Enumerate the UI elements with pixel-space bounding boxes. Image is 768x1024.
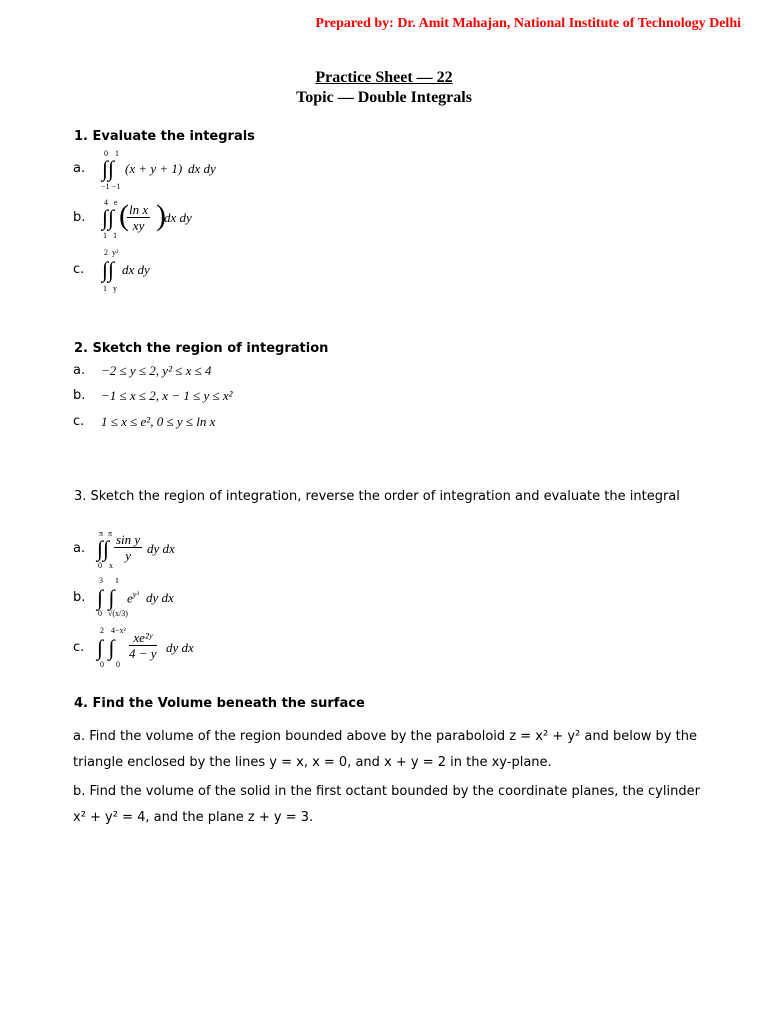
region-expression: 1 ≤ x ≤ e², 0 ≤ y ≤ ln x (101, 414, 216, 429)
item-label: b. (73, 210, 86, 225)
right-paren: ) (156, 199, 166, 232)
denominator: 4 − y (129, 646, 157, 661)
inner-lower-limit: 1 (113, 231, 117, 240)
outer-upper-limit: π (99, 529, 104, 538)
inner-upper-limit: e (114, 198, 118, 207)
numerator: xe²ʸ (129, 630, 157, 646)
q4-part-b: b. Find the volume of the solid in the first octant bounded by the coordinate planes, the cylinder x² + y² = 4, and the plane z + y = 3. (73, 784, 700, 825)
item-label: c. (73, 640, 85, 655)
differential: dy dx (147, 541, 175, 556)
outer-lower-limit: 1 (103, 231, 107, 240)
differential: dx dy (122, 262, 150, 277)
region-expression: −1 ≤ x ≤ 2, x − 1 ≤ y ≤ x² (101, 388, 233, 403)
integral-sign: ∫ ∫ (97, 635, 115, 660)
denominator: y (125, 548, 131, 563)
integral-sign: ∫ ∫ (97, 585, 115, 610)
fraction (127, 202, 150, 233)
outer-lower-limit: −1 (101, 182, 110, 191)
fraction (129, 630, 157, 661)
header-credit: Prepared by: Dr. Amit Mahajan, National Institute of Technology Delhi (315, 16, 741, 31)
outer-upper-limit: 2 (104, 248, 108, 257)
outer-upper-limit: 3 (99, 576, 103, 585)
denominator: xy (132, 218, 145, 233)
item-label: a. (73, 161, 86, 176)
left-paren: ( (119, 199, 129, 232)
outer-upper-limit: 4 (104, 198, 108, 207)
integral-sign: ∫∫ (102, 156, 115, 181)
differential: dx dy (188, 161, 216, 176)
integral-sign: ∫∫ (102, 257, 115, 282)
inner-lower-limit: −1 (112, 182, 121, 191)
q4-heading: 4. Find the Volume beneath the surface (74, 696, 365, 711)
item-label: b. (73, 388, 86, 403)
integrand (127, 590, 139, 606)
q4-part-a: a. Find the volume of the region bounded above by the paraboloid z = x² + y² and below by the triangle enclosed by the lines y = x, x = 0, and x + y = 2 in the xy-plane. (73, 729, 697, 770)
topic-title: Topic — Double Integrals (296, 89, 472, 106)
differential: dy dx (146, 590, 174, 605)
inner-upper-limit: π (108, 529, 113, 538)
inner-lower-limit: 0 (116, 660, 120, 669)
outer-lower-limit: 0 (98, 609, 102, 618)
outer-upper-limit: 2 (100, 626, 104, 635)
q3-heading: 3. Sketch the region of integration, reverse the order of integration and evaluate the integral (74, 489, 680, 504)
inner-upper-limit: y² (112, 248, 119, 257)
inner-lower-limit: √(x/3) (108, 609, 128, 618)
integral-sign: ∫∫ (97, 536, 110, 561)
item-label: c. (73, 262, 85, 277)
q1-heading: 1. Evaluate the integrals (74, 129, 255, 144)
inner-lower-limit: x (109, 561, 113, 570)
numerator: sin y (116, 532, 141, 547)
exp-base: e (127, 590, 133, 606)
outer-lower-limit: 1 (103, 284, 107, 293)
numerator: ln x (129, 202, 149, 217)
inner-upper-limit: 4−x² (111, 626, 126, 635)
inner-upper-limit: 1 (115, 149, 119, 158)
exponent: y³ (132, 590, 139, 599)
inner-upper-limit: 1 (115, 576, 119, 585)
outer-lower-limit: 0 (98, 561, 102, 570)
item-label: a. (73, 541, 86, 556)
integral-sign: ∫∫ (102, 205, 115, 230)
item-label: a. (73, 363, 86, 378)
sheet-title: Practice Sheet — 22 (315, 69, 453, 86)
outer-lower-limit: 0 (100, 660, 104, 669)
outer-upper-limit: 0 (104, 149, 108, 158)
inner-lower-limit: y (113, 284, 117, 293)
q2-heading: 2. Sketch the region of integration (74, 341, 329, 356)
integrand: (x + y + 1) (125, 161, 183, 176)
region-expression: −2 ≤ y ≤ 2, y² ≤ x ≤ 4 (101, 363, 212, 378)
fraction (114, 532, 142, 563)
item-label: b. (73, 590, 86, 605)
differential: dx dy (164, 210, 192, 225)
item-label: c. (73, 414, 85, 429)
differential: dy dx (166, 640, 194, 655)
